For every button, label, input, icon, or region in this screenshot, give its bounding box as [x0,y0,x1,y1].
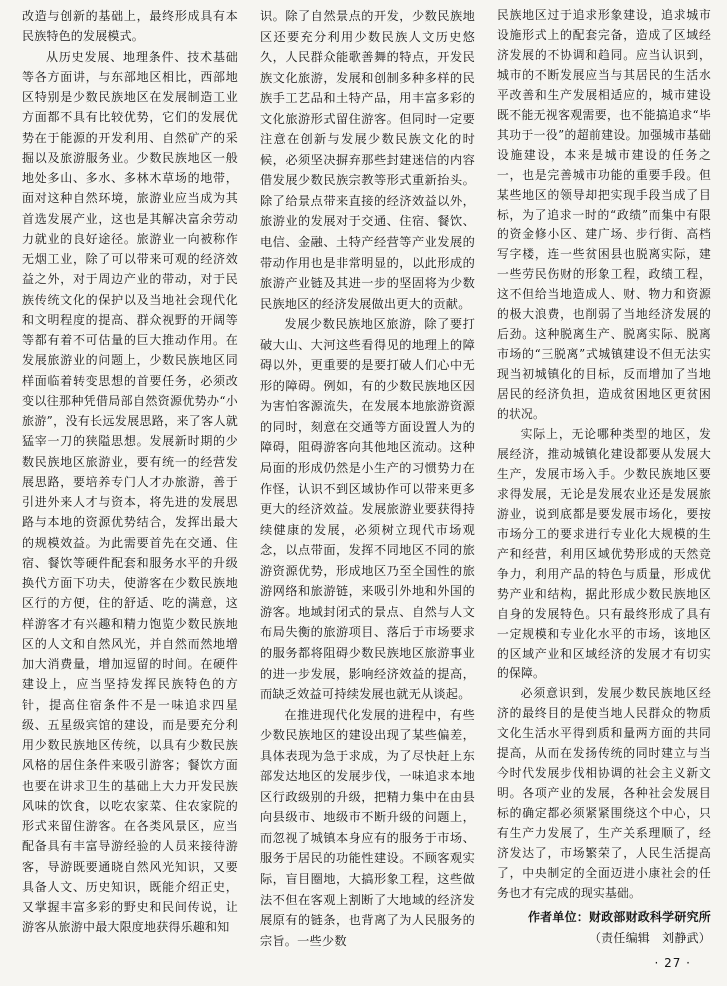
paragraph: 必须意识到，发展少数民族地区经济的最终目的是使当地人民群众的物质文化生活水平得到质和量两方面的共同提高，从而在发扬传统的同时建立与当今时代发展步伐相协调的社会主义新文明。各项产业的发展，各种社会发展目标的确定都必须紧紧围绕这个中心，只有生产力发展了，生产关系理顺了，经济发达了，市场繁荣了，人民生活提高了，中央制定的全面迈进小康社会的任务也才有完成的现实基础。 [497,686,711,900]
paragraph: 民族地区过于追求形象建设，追求城市设施形式上的配套完备，造成了区域经济发展的不协调和趋同。应当认识到，城市的不断发展应当与其居民的生活水平改善和生产发展相适应的，城市建设既不能无视客观需要，也不能搞追求“毕其功于一役”的超前建设。加强城市基础设施建设，本来是城市建设的任务之一，也是完善城市功能的重要手段。但某些地区的领导却把实现手段当成了目标，为了追求一时的“政绩”而集中有限的资金修小区、建广场、步行街、高档写字楼，连一些贫困县也脱离实际，建一些劳民伤财的形象工程，政绩工程，这不但给当地造成人、财、物力和资源的极大浪费，也削弱了当地经济发展的后劲。这种脱离生产、脱离实际、脱离市场的“三脱离”式城镇建设不但无法实现当初城镇化的目标，反而增加了当地居民的经济负担，造成贫困地区更贫困的状况。 [497,8,711,422]
paragraph: 改造与创新的基础上，最终形成具有本民族特色的发展模式。 [22,9,238,44]
page-number: · 27 · [654,956,691,970]
paragraph: 识。除了自然景点的开发，少数民族地区还要充分利用少数民族人文历史悠久，人民群众能歌善舞的特点，开发民族文化旅游，发展和创制多种多样的民族手工艺品和土特产品，用丰富多彩的文化旅游形式留住游客。但同时一定要注意在创新与发展少数民族文化的时候，必须坚决摒弃那些封建迷信的内容借发展少数民族宗教等形式重新抬头。除了给景点带来直接的经济效益以外，旅游业的发展对于交通、住宿、餐饮、电信、金融、土特产经营等产业发展的带动作用也是非常明显的，以此形成的旅游产业链及其进一步的坚固将为少数民族地区的经济发展做出更大的贡献。 [260,9,475,311]
author-affiliation: 作者单位：财政部财政科学研究所 [527,909,711,924]
paragraph: 从历史发展、地理条件、技术基础等各方面讲，与东部地区相比，西部地区特别是少数民族地区在发展制造工业方面都不具有比较优势，它们的发展优势在于能源的开发利用、自然矿产的采掘以及旅游服务业。少数民族地区一般地处多山、多水、多林木草场的地带，面对这种自然环境，旅游业应当成为其首选发展产业，这也是其解决富余劳动力就业的良好途径。旅游业一向被称作无烟工业，除了可以带来可观的经济效益之外，对于周边产业的带动，对于民族传统文化的保护以及当地社会现代化和文明程度的提高、群众视野的开阔等等都有着不可估量的巨大推动作用。在发展旅游业的问题上，少数民族地区同样面临着转变思想的首要任务，必须改变以往那种凭借局部自然资源优势办“小旅游”，没有长远发展思路，来了客人就猛宰一刀的狭隘思想。发展新时期的少数民族地区旅游业，要有统一的经营发展思路，要培养专门人才办旅游，善于引进外来人才与资本，将先进的发展思路与本地的资源优势结合，发挥出最大的规模效益。为此需要首先在交通、住宿、餐饮等硬件配套和服务水平的升级换代方面下功夫，使游客在少数民族地区行的方便，住的舒适、吃的满意，这样游客才有兴趣和精力饱览少数民族地区的人文和自然风光，并自然而然地增加大消费量，增加逗留的时间。在硬件建设上，应当坚持发挥民族特色的方针，提高住宿条件不是一味追求四星级、五星级宾馆的建设，而是要充分利用少数民族地区传统，以具有少数民族风格的居住条件来吸引游客；餐饮方面也要在讲求卫生的基础上大力开发民族风味的饮食，以吃农家菜、住农家院的形式来留住游客。在各类风景区，应当配备具有丰富导游经验的人员来接待游客，导游既要通晓自然风光知识，又要具备人文、历史知识，既能介绍正史，又掌握丰富多彩的野史和民间传说，让游客从旅游中最大限度地获得乐趣和知 [22,49,238,935]
paragraph: 在推进现代化发展的进程中，有些少数民族地区的建设出现了某些偏差，具体表现为急于求成，为了尽快赶上东部发达地区的发展步伐，一味追求本地区行政级别的升级，把精力集中在由县向县级市、地级市不断升级的问题上，而忽视了城镇本身应有的服务于市场、服务于居民的功能性建设。不顾客观实际，盲目圈地，大搞形象工程，这些做法不但在客观上割断了大地域的经济发展原有的链条，也背离了为人民服务的宗旨。一些少数 [260,707,475,948]
paragraph: 实际上，无论哪种类型的地区，发展经济，推动城镇化建设都要从发展大生产，发展市场入手。少数民族地区要求得发展，无论是发展农业还是发展旅游业，说到底都是要发展市场化，要按市场分工的要求进行专业化大规模的生产和经营，利用区域优势形成的天然竞争力，利用产品的特色与质量，形成优势产业和结构，据此形成少数民族地区自身的发展特色。只有最终形成了具有一定规模和专业化水平的市场，该地区的区域产业和区域经济的发展才有切实的保障。 [497,427,711,681]
responsible-editor: （责任编辑 刘静武） [588,930,711,945]
paragraph: 发展少数民族地区旅游，除了要打破大山、大河这些看得见的地理上的障碍以外，更重要的是要打破人们心中无形的障碍。例如，有的少数民族地区因为害怕客源流失，在发展本地旅游资源的同时，刻意在交通等方面设置人为的障碍，阻碍游客向其他地区流动。这种局面的形成仍然是小生产的习惯势力在作怪，认识不到区域协作可以带来更多更大的经济效益。发展旅游业要获得持续健康的发展，必须树立现代市场观念，以点带面，发挥不同地区不同的旅游资源优势，形成地区乃至全国性的旅游网络和旅游链，来吸引外地和外国的游客。地域封闭式的景点、自然与人文布局失衡的旅游项目、落后于市场要求的服务都将阻碍少数民族地区旅游事业的进一步发展，影响经济效益的提高，而缺乏效益可持续发展也就无从谈起。 [260,317,475,702]
text-column-1 [22,6,238,938]
text-column-3 [497,6,711,949]
text-column-2 [260,6,475,951]
